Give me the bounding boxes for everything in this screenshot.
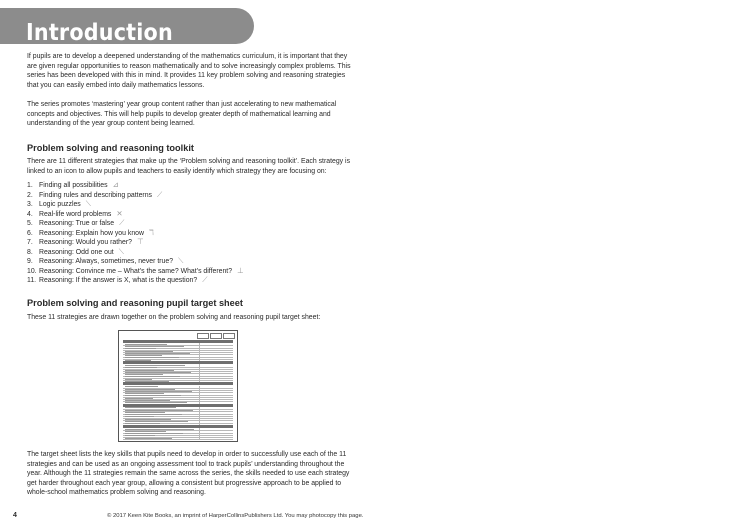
list-item-number: 7.: [27, 239, 33, 246]
list-item: [27, 218, 244, 228]
list-item-number: 8.: [27, 248, 33, 256]
screwdriver-icon: ⟍: [118, 246, 124, 256]
title-banner: [0, 8, 254, 44]
list-item-label: Reasoning: Odd one out: [39, 248, 114, 256]
paint-roller-icon: ⊤: [136, 237, 144, 246]
list-item: [27, 180, 244, 190]
list-item: [27, 237, 244, 247]
list-item-number: 9.: [27, 258, 33, 265]
list-item-number: 2.: [27, 191, 33, 199]
list-item-number: 11.: [27, 277, 37, 284]
list-item-number: 4.: [27, 210, 33, 218]
clamp-icon: ℸ: [148, 227, 154, 237]
spanner-icon: ⟋: [202, 275, 208, 284]
list-item-number: 6.: [27, 229, 33, 237]
target-sheet-description: The target sheet lists the key skills that pupils need to develop in order to successfully use each of the 11 strategies and can be used as an ongoing assessment tool to track pupils’ understanding throughout the year. Although the 11 strategies remain the same across the series, the skills needed to use each strategy get harder throughout each year group, allowing a consistent but progressive approach to be applied to whole-school mathematics problem solving and reasoning.: [27, 451, 350, 497]
list-item: [27, 256, 244, 266]
crossed-tools-icon: ✕: [116, 208, 123, 218]
strategy-list: [27, 180, 244, 285]
page-number: 4: [13, 512, 17, 519]
list-item: [27, 266, 244, 276]
list-item-label: Reasoning: If the answer is X, what is the question?: [39, 277, 198, 284]
list-item-label: Real-life word problems: [39, 210, 112, 218]
list-item-label: Reasoning: Would you rather?: [39, 239, 132, 246]
list-item-label: Finding all possibilities: [39, 182, 108, 189]
list-item-label: Logic puzzles: [39, 201, 81, 208]
page-title: Introduction: [26, 20, 173, 46]
target-sheet-column-headers: [197, 333, 235, 339]
list-item: [27, 190, 244, 200]
list-item: [27, 199, 244, 209]
hammer-icon: ⊥: [237, 265, 244, 275]
list-item-label: Reasoning: Always, sometimes, never true?: [39, 258, 174, 265]
spanner-icon: ⟋: [157, 189, 163, 199]
intro-paragraph-1: If pupils are to develop a deepened understanding of the mathematics curriculum, it is important that they are given regular opportunities to reason mathematically and to solve increasingly complex problems. This series has been developed with this in mind. It provides 11 key problem solving and reasoning strategies that you can easily embed into daily mathematics lessons.: [27, 53, 351, 89]
list-item-label: Reasoning: True or false: [39, 220, 115, 227]
target-sheet-intro: These 11 strategies are drawn together on the problem solving and reasoning pupil target sheet:: [27, 314, 321, 321]
target-sheet-heading: Problem solving and reasoning pupil target sheet: [27, 298, 243, 308]
intro-paragraph-2: The series promotes ‘mastering’ year group content rather than just accelerating to new mathematical concepts and objectives. This will help pupils to develop greater depth of mathematical learning and understanding of the year group content being learned.: [27, 101, 337, 128]
copyright-notice: © 2017 Keen Kite Books, an imprint of HarperCollinsPublishers Ltd. You may photocopy this page.: [107, 513, 364, 519]
list-item: [27, 275, 244, 285]
list-item-number: 1.: [27, 182, 33, 189]
screwdriver-icon: ⟍: [178, 256, 184, 265]
list-item: [27, 209, 244, 219]
spanner-icon: ⟋: [119, 218, 125, 227]
list-item: [27, 247, 244, 257]
list-item-number: 3.: [27, 201, 33, 208]
list-item-label: Reasoning: Explain how you know: [39, 229, 144, 237]
toolkit-intro: There are 11 different strategies that make up the ‘Problem solving and reasoning toolkit’. Each strategy is linked to an icon to allow pupils and teachers to easily identify which strategy they are focusing on:: [27, 158, 351, 175]
list-item-label: Finding rules and describing patterns: [39, 191, 152, 199]
target-sheet-thumbnail: [118, 330, 238, 442]
list-item-label: Reasoning: Convince me – What’s the same? What’s different?: [39, 267, 233, 275]
toolkit-heading: Problem solving and reasoning toolkit: [27, 143, 194, 153]
list-item-number: 10.: [27, 267, 37, 275]
list-item-number: 5.: [27, 220, 33, 227]
list-item: [27, 228, 244, 238]
target-sheet-row: [123, 437, 233, 440]
screwdriver-icon: ⟍: [85, 199, 92, 208]
hand-saw-icon: ⊿: [112, 180, 119, 189]
